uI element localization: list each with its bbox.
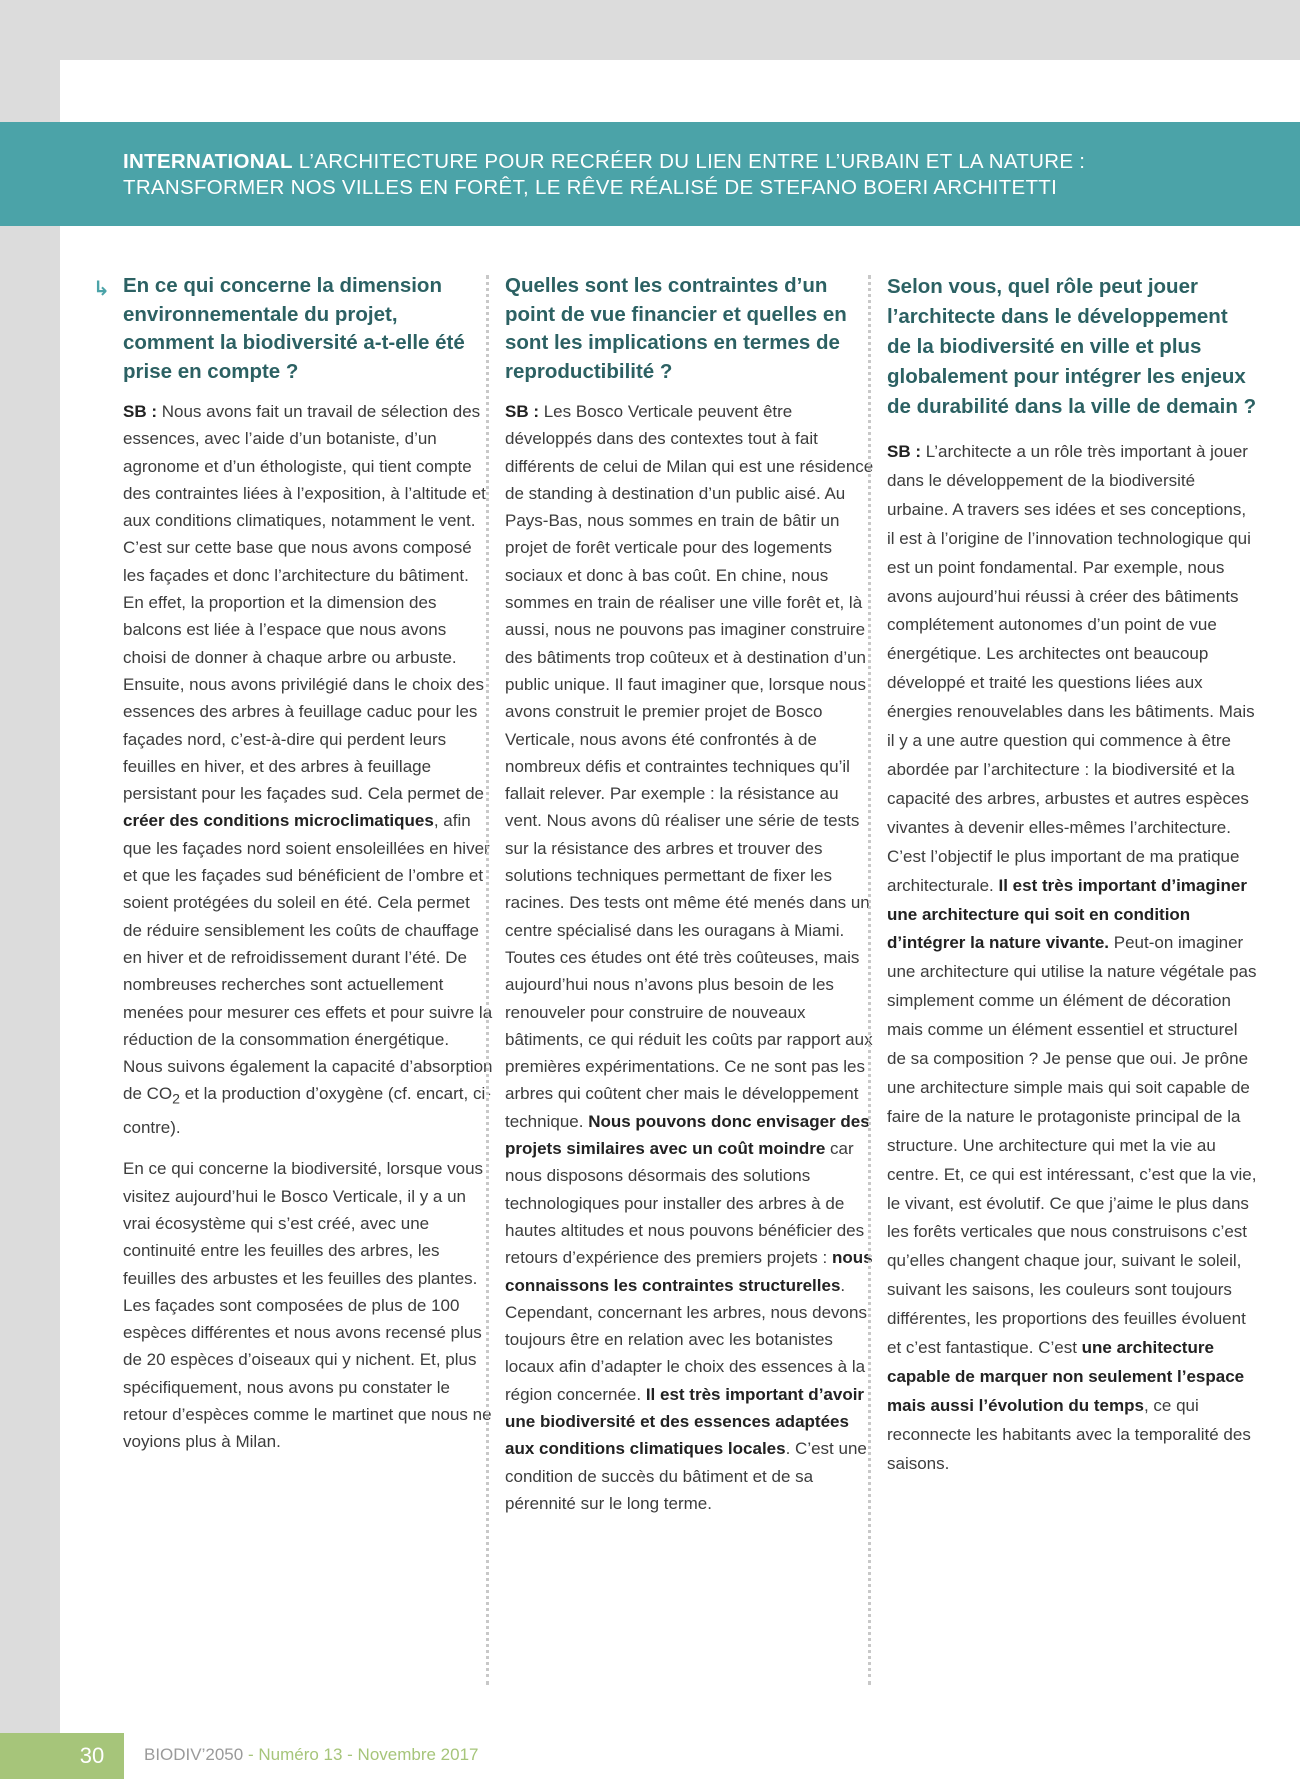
article-header <box>0 122 1300 226</box>
column-1 <box>123 272 493 1456</box>
left-margin-strip <box>0 60 60 1710</box>
issue-info: - Numéro 13 - Novembre 2017 <box>243 1745 479 1764</box>
answer-2 <box>505 398 875 1517</box>
column-3 <box>887 272 1257 1479</box>
column-divider <box>486 275 489 1685</box>
question-3: Selon vous, quel rôle peut jouer l’architecte dans le développement de la biodiversité en ville et plus globalement pour intégrer les enjeux de durabilité dans la ville de demain ? <box>887 275 1257 418</box>
page-number: 30 <box>60 1733 124 1779</box>
magazine-name: BIODIV’2050 <box>144 1745 244 1764</box>
section-kicker: INTERNATIONAL <box>123 150 293 173</box>
footer-bar <box>0 1733 60 1779</box>
magazine-info <box>144 1745 479 1765</box>
answer-text: car nous disposons désormais des solutions technologiques pour installer des arbres à de hautes altitudes et nous pouvons bénéficier des retours d’expérience des premiers projets : <box>505 1139 865 1268</box>
speaker-label: SB : <box>505 402 539 421</box>
header-line-1 <box>123 150 1085 174</box>
column-divider <box>868 275 871 1685</box>
header-title-line-2: TRANSFORMER NOS VILLES EN FORÊT, LE RÊVE RÉALISÉ DE STEFANO BOERI ARCHITETTI <box>123 176 1058 199</box>
answer-text: L’architecte a un rôle très important à jouer dans le développement de la biodiversité urbaine. A travers ses idées et ses conceptions, il est à l’origine de l’innovation technologique qui est un point fondamental. Par exemple, nous avons aujourd’hui réussi à créer des bâtiments complétement autonomes d’un point de vue énergétique. Les architectes ont beaucoup développé et traité les questions liées aux énergies renouvelables dans les bâtiments. Mais il y a une autre question qui commence à être abordée par l’architecture : la biodiversité et la capacité des arbres, arbustes et autres espèces vivantes à devenir elles-mêmes l’architecture. C’est l’objectif le plus important de ma pratique architecturale. <box>887 442 1255 895</box>
answer-text: et la production d’oxygène (cf. encart, ci-contre). <box>123 1084 491 1138</box>
answer-text: , ce qui reconnecte les habitants avec la temporalité des saisons. <box>887 1395 1251 1473</box>
question-2: Quelles sont les contraintes d’un point de vue financier et quelles en sont les implications en termes de reproductibilité ? <box>505 274 847 383</box>
subscript: 2 <box>172 1091 181 1108</box>
answer-text: , afin que les façades nord soient ensoleillées en hiver et que les façades sud bénéficient de l’ombre et soient protégées du soleil en été. Cela permet de réduire sensiblement les coûts de chauffage en hiver et de refroidissement durant l’été. De nombreuses recherches sont actuellement menées pour mesurer ces effets et pour suivre la réduction de la consommation énergétique. Nous suivons également la capacité d’absorption de CO <box>123 811 493 1104</box>
answer-1-paragraph-2: En ce qui concerne la biodiversité, lorsque vous visitez aujourd’hui le Bosco Verticale, il y a un vrai écosystème qui s’est créé, avec une continuité entre les feuilles des arbres, les feuilles des arbustes et les feuilles des plantes. Les façades sont composées de plus de 100 espèces différentes et nous avons recensé plus de 20 espèces d’oiseaux qui y nichent. Et, plus spécifiquement, nous avons pu constater le retour d’espèces comme le martinet que nous ne voyions plus à Milan. <box>123 1159 492 1452</box>
answer-highlight: créer des conditions microclimatiques <box>123 811 434 831</box>
answer-highlight: Il est très important d’imaginer une architecture qui soit en condition d’intégrer la nature vivante. <box>887 875 1247 953</box>
arrow-right-icon: ↳ <box>93 278 110 300</box>
column-2 <box>505 272 875 1517</box>
answer-text: Les Bosco Verticale peuvent être développés dans des contextes tout à fait différents de celui de Milan qui est une résidence de standing à destination d’un public aisé. Au Pays-Bas, nous sommes en train de bâtir un projet de forêt verticale pour des logements sociaux et donc à bas coût. En chine, nous sommes en train de réaliser une ville forêt et, là aussi, nous ne pouvons pas imaginer construire des bâtiments trop coûteux et à destination d’un public unique. Il faut imaginer que, lorsque nous avons construit le premier projet de Bosco Verticale, nous avons été confrontés à de nombreux défis et contraintes techniques qu’il fallait relever. Par exemple : la résistance au vent. Nous avons dû réaliser une série de tests sur la résistance des arbres et trouver des solutions techniques permettant de fixer les racines. Des tests ont même été menés dans un centre spécialisé dans les ouragans à Miami. Toutes ces études ont été très coûteuses, mais aujourd’hui nous n’avons plus besoin de les renouveler pour construire de nouveaux bâtiments, ce qui réduit les coûts par rapport aux premières expérimentations. Ce ne sont pas les arbres qui coûtent cher mais le développement technique. <box>505 402 874 1131</box>
answer-text: Nous avons fait un travail de sélection des essences, avec l’aide d’un botaniste, d’un agronome et d’un éthologiste, qui tient compte des contraintes liées à l’exposition, à l’altitude et aux conditions climatiques, notamment le vent. C’est sur cette base que nous avons composé les façades et donc l’architecture du bâtiment. En effet, la proportion et la dimension des balcons est liée à l’espace que nous avons choisi de donner à chaque arbre ou arbuste. Ensuite, nous avons privilégié dans le choix des essences des arbres à feuillage caduc pour les façades nord, c’est-à-dire qui perdent leurs feuilles en hiver, et des arbres à feuillage persistant pour les façades sud. Cela permet de <box>123 402 486 804</box>
speaker-label: SB : <box>887 442 921 461</box>
answer-1-paragraph-1 <box>123 398 493 1141</box>
question-1: En ce qui concerne la dimension environnementale du projet, comment la biodiversité a-t-elle été prise en compte ? <box>123 274 465 383</box>
header-title-line-1: L’ARCHITECTURE POUR RECRÉER DU LIEN ENTRE L’URBAIN ET LA NATURE : <box>298 150 1086 173</box>
answer-highlight: une architecture capable de marquer non seulement l’espace mais aussi l’évolution du temps <box>887 1338 1245 1415</box>
answer-highlight: Nous pouvons donc envisager des projets similaires avec un coût moindre <box>505 1111 870 1159</box>
answer-highlight: nous connaissons les contraintes structurelles <box>505 1248 873 1295</box>
answer-3 <box>887 438 1257 1479</box>
answer-highlight: Il est très important d’avoir une biodiversité et des essences adaptées aux conditions climatiques locales <box>505 1384 865 1459</box>
speaker-label: SB : <box>123 402 157 421</box>
answer-text: . Cependant, concernant les arbres, nous devons toujours être en relation avec les botanistes locaux afin d’adapter le choix des essences à la région concernée. <box>505 1275 867 1404</box>
answer-text: Peut-on imaginer une architecture qui utilise la nature végétale pas simplement comme un élément de décoration mais comme un élément essentiel et structurel de sa composition ? Je pense que oui. Je prône une architecture simple mais qui soit capable de faire de la nature le protagoniste principal de la structure. Une architecture qui met la vie au centre. Et, ce qui est intéressant, c’est que la vie, le vivant, est évolutif. Ce que j’aime le plus dans les forêts verticales que nous construisons c’est qu’elles changent chaque jour, suivant le soleil, suivant les saisons, les couleurs sont toujours différentes, les proportions des feuilles évoluent et c’est fantastique. C’est <box>887 933 1257 1358</box>
page-footer <box>0 1733 1300 1779</box>
answer-text: . C’est une condition de succès du bâtiment et de sa pérennité sur le long terme. <box>505 1439 867 1513</box>
